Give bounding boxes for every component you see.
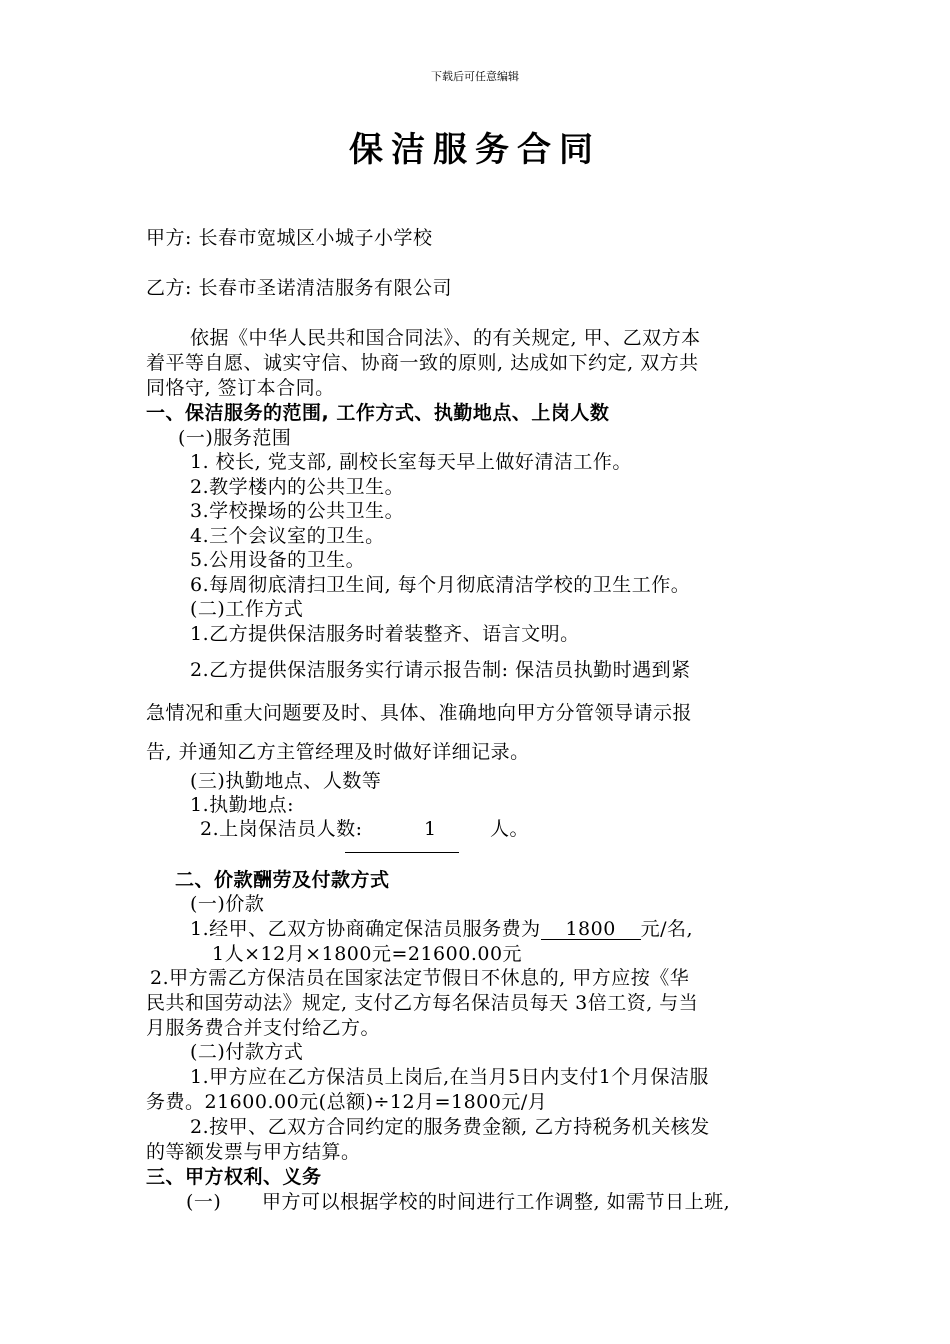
staff-count-unit: 人。 bbox=[490, 818, 530, 840]
fee-unit: 元/名, bbox=[640, 918, 694, 940]
scope-item-4: 4.三个会议室的卫生。 bbox=[190, 525, 385, 547]
fee-line bbox=[190, 918, 693, 940]
staff-count-value: 1 bbox=[424, 818, 437, 840]
section2-heading: 二、价款酬劳及付款方式 bbox=[175, 869, 390, 891]
scope-item-3: 3.学校操场的公共卫生。 bbox=[190, 500, 405, 522]
fee-value: 1800 bbox=[541, 919, 641, 940]
section3-heading: 三、甲方权利、义务 bbox=[146, 1166, 322, 1188]
header-note: 下载后可任意编辑 bbox=[431, 70, 519, 83]
section1-sub1: (一)服务范围 bbox=[178, 427, 292, 449]
holiday-pay-line-3: 月服务费合并支付给乙方。 bbox=[146, 1017, 381, 1039]
intro-line-1: 依据《中华人民共和国合同法》、的有关规定, 甲、乙双方本 bbox=[190, 327, 701, 349]
scope-item-6: 6.每周彻底清扫卫生间, 每个月彻底清洁学校的卫生工作。 bbox=[190, 574, 691, 596]
payment-2-line-2: 的等额发票与甲方结算。 bbox=[146, 1141, 361, 1163]
payment-1-line-1: 1.甲方应在乙方保洁员上岗后,在当月5日内支付1个月保洁服 bbox=[190, 1066, 709, 1088]
work-method-1: 1.乙方提供保洁服务时着装整齐、语言文明。 bbox=[190, 623, 580, 645]
work-method-2-line-1: 2.乙方提供保洁服务实行请示报告制: 保洁员执勤时遇到紧 bbox=[190, 659, 691, 681]
party-a: 甲方: 长春市宽城区小城子小学校 bbox=[146, 227, 433, 249]
section1-sub2: (二)工作方式 bbox=[190, 598, 304, 620]
work-method-2-line-3: 告, 并通知乙方主管经理及时做好详细记录。 bbox=[146, 741, 530, 763]
scope-item-1: 1. 校长, 党支部, 副校长室每天早上做好清洁工作。 bbox=[190, 451, 632, 473]
section3-item-text: 甲方可以根据学校的时间进行工作调整, 如需节日上班, bbox=[262, 1191, 731, 1213]
payment-2-line-1: 2.按甲、乙双方合同约定的服务费金额, 乙方持税务机关核发 bbox=[190, 1116, 710, 1138]
fee-calculation: 1人×12月×1800元=21600.00元 bbox=[212, 943, 523, 965]
intro-line-2: 着平等自愿、诚实守信、协商一致的原则, 达成如下约定, 双方共 bbox=[146, 352, 699, 374]
payment-1-line-2: 务费。21600.00元(总额)÷12月=1800元/月 bbox=[146, 1091, 548, 1113]
staff-count-label: 2.上岗保洁员人数: bbox=[200, 818, 363, 840]
scope-item-5: 5.公用设备的卫生。 bbox=[190, 549, 366, 571]
holiday-pay-line-1: 2.甲方需乙方保洁员在国家法定节假日不休息的, 甲方应按《华 bbox=[150, 967, 690, 989]
staff-count-underline bbox=[345, 852, 459, 853]
party-b: 乙方: 长春市圣诺清洁服务有限公司 bbox=[146, 277, 452, 299]
page-title: 保洁服务合同 bbox=[349, 130, 601, 170]
fee-label: 1.经甲、乙双方协商确定保洁员服务费为 bbox=[190, 918, 541, 940]
section1-heading: 一、保洁服务的范围, 工作方式、执勤地点、上岗人数 bbox=[146, 402, 610, 424]
section3-item-label: (一) bbox=[186, 1191, 222, 1213]
section2-sub2: (二)付款方式 bbox=[190, 1041, 304, 1063]
holiday-pay-line-2: 民共和国劳动法》规定, 支付乙方每名保洁员每天 3倍工资, 与当 bbox=[146, 992, 699, 1014]
duty-location: 1.执勤地点: bbox=[190, 794, 295, 816]
section2-sub1: (一)价款 bbox=[190, 893, 265, 915]
intro-line-3: 同恪守, 签订本合同。 bbox=[146, 377, 335, 399]
work-method-2-line-2: 急情况和重大问题要及时、具体、准确地向甲方分管领导请示报 bbox=[146, 702, 693, 724]
scope-item-2: 2.教学楼内的公共卫生。 bbox=[190, 476, 405, 498]
section1-sub3: (三)执勤地点、人数等 bbox=[190, 770, 382, 792]
